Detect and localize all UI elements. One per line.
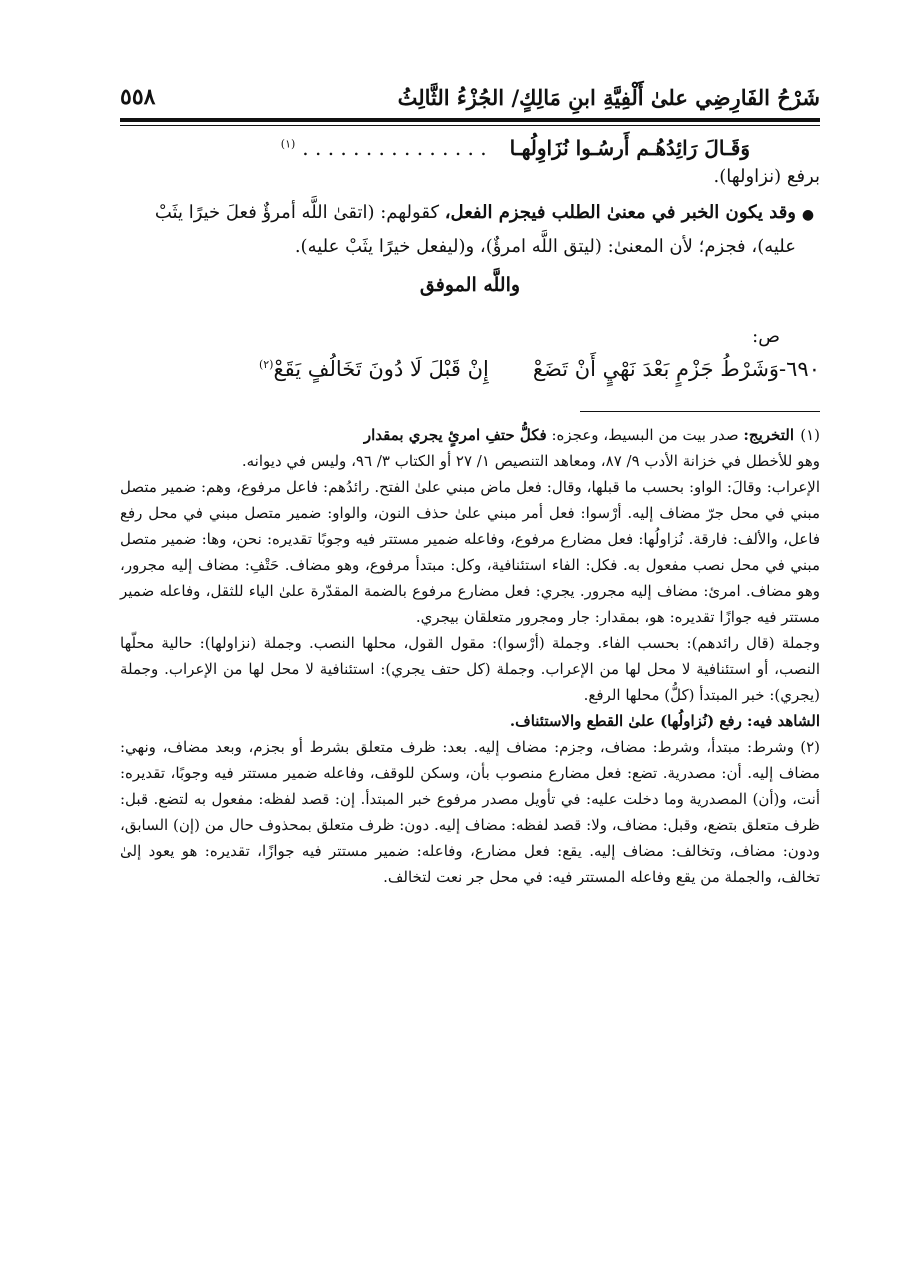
verse-hemistich-1: ٦٩٠-وَشَرْطُ جَزْمٍ بَعْدَ نَهْيٍ أَنْ تَضَعْ: [532, 357, 820, 381]
footnote-1-sentences: وجملة (قال رائدهم): بحسب الفاء. وجملة (أرْسوا): مقول القول، محلها النصب. وجملة (نزاولها): حالية محلّها النصب، أو استئنافية لا محل لها من الإعراب. وجملة (كل حتف يجري): استئنافية لا محل لها من الإعراب. وجملة (يجري): خبر المبتدأ (كلُّ) محلها الرفع.: [120, 634, 820, 704]
page-header: [120, 62, 820, 110]
footnote-2: [120, 734, 820, 890]
bullet-text: [120, 196, 796, 264]
header-rule-thick: [120, 118, 820, 122]
alfiyya-verse: [120, 357, 820, 381]
footnote-separator: [580, 411, 820, 412]
footnote-1-source: وهو للأخطل في خزانة الأدب ٩/ ٨٧، ومعاهد التنصيص ١/ ٢٧ أو الكتاب ٣/ ٩٦، وليس في ديوانه.: [241, 452, 820, 470]
takhrij-text: صدر بيت من البسيط، وعجزه:: [546, 426, 744, 444]
footnote-ref-1: (١): [280, 137, 296, 151]
footnote-1: [120, 422, 820, 448]
bullet-icon: ●: [801, 207, 815, 223]
verse-hemistich-2-text: إِنْ قَبْلَ لَا دُونَ تَخَالُفٍ يَقَعْ: [273, 357, 489, 381]
quoted-verse: [120, 136, 750, 160]
header-rule-thin: [120, 125, 820, 126]
verse-text: وَقَـالَ رَائِدُهُـم أَرسُـوا نُزَاوِلُهـا: [509, 136, 750, 160]
text-label: ص:: [752, 326, 780, 347]
footnote-ref-2: (٢): [258, 358, 274, 371]
closing-phrase: واللَّه الموفق: [419, 274, 521, 296]
body-line: برفع (نزاولها).: [713, 166, 820, 187]
footnote-2-text: وشرط: مبتدأ، وشرط: مضاف، وجزم: مضاف إليه. بعد: ظرف متعلق بشرط أو بجزم، وبعد مضاف، ونهي: مضاف إليه. أن: مصدرية. تضع: فعل مضارع منصوب بأن، وسكن للوقف، وفاعله ضمير مستتر فيه وجوبًا، تقديره: أنت، و(أن) المصدرية وما دخلت عليه: في تأويل مصدر مرفوع خبر المبتدأ. إن: قصد لفظه: مفعول به لتضع. قبل: ظرف متعلق بتضع، وقبل: مضاف، ولا: قصد لفظه: مضاف إليه. دون: ظرف متعلق بمحذوف حال من (إن) السابق، ودون: مضاف، وتخالف: مضاف إليه. يقع: فعل مضارع، وفاعله: ضمير مستتر فيه جوازًا، تقديره: هو يعود إلىٰ تخالف، والجملة من يقع وفاعله المستتر فيه: في محل جر نعت لتخالف.: [120, 738, 820, 886]
footnote-1-shahid: الشاهد فيه: رفع (نُزاولُها) علىٰ القطع والاستئناف.: [509, 712, 820, 730]
footnote-2-number: (٢): [800, 738, 820, 756]
page: [120, 62, 820, 890]
verse-hemistich-2: [259, 357, 489, 381]
bullet-rest-text: كقولهم: (اتقىٰ اللَّه أمرؤٌ فعلَ خيرًا يثَبْ عليه)، فجزم؛ لأن المعنىٰ: (ليتق اللَّه امرؤٌ)، و(ليفعل خيرًا يثَبْ عليه).: [154, 202, 796, 257]
footnote-1-irab: الإعراب: وقالَ: الواو: بحسب ما قبلها، وقال: فعل ماض مبني علىٰ الفتح. رائدُهم: فاعل مرفوع، وهم: ضمير متصل مبني في محل جرّ مضاف إليه. أرْسوا: فعل أمر مبني علىٰ حذف النون، والواو: ضمير متصل مبني في محل رفع فاعل، والألف: فارقة. نُزاولُها: فعل مضارع مرفوع، وفاعله ضمير مستتر فيه وجوبًا تقديره: نحن، وها: ضمير متصل مبني في محل نصب مفعول به. فكل: الفاء استئنافية، وكل: مبتدأ مرفوع، وهو مضاف. حَتْفِ: مضاف إليه مجرور، وهو مضاف. امرئ: مضاف إليه مجرور. يجري: فعل مضارع مرفوع بالضمة المقدّرة علىٰ الياء للثقل، وفاعله ضمير مستتر فيه جوازًا تقديره: هو، بمقدار: جار ومجرور متعلقان بيجري.: [120, 478, 820, 626]
takhrij-label: التخريج:: [743, 426, 794, 444]
running-title: شَرْحُ الفَارِضِي علىٰ أَلْفِيَّةِ ابنِ مَالِكٍ/ الجُزْءُ الثَّالِثُ: [397, 85, 820, 110]
verse-ajz: فكلُّ حتفِ امرئٍ يجري بمقدار: [363, 426, 547, 444]
verse-dots: . . . . . . . . . . . . . . .: [302, 136, 487, 160]
bullet-paragraph: [120, 196, 820, 264]
bullet-bold-text: وقد يكون الخبر في معنىٰ الطلب فيجزم الفعل،: [444, 202, 796, 223]
footnote-1-number: (١): [800, 426, 820, 444]
page-number: ٥٥٨: [120, 84, 156, 110]
